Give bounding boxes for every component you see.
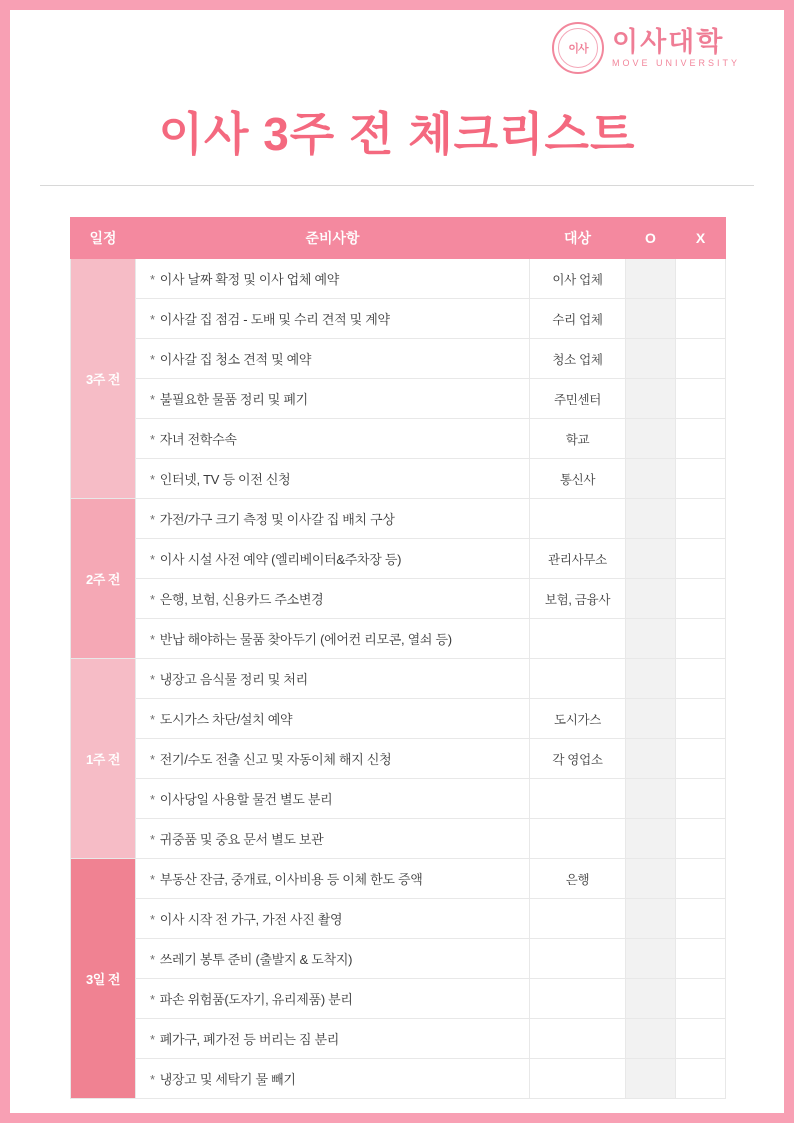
bullet-star-icon: *	[150, 712, 155, 727]
checklist-item-label: 냉장고 음식물 정리 및 처리	[159, 672, 308, 687]
checkbox-o-cell[interactable]	[626, 619, 676, 659]
checklist-item-label: 폐가구, 폐가전 등 버리는 짐 분리	[159, 1032, 339, 1047]
checkbox-x-cell[interactable]	[676, 819, 726, 859]
checkbox-x-cell[interactable]	[676, 1019, 726, 1059]
table-row	[71, 339, 726, 379]
bullet-star-icon: *	[150, 312, 155, 327]
checkbox-o-cell[interactable]	[626, 419, 676, 459]
bullet-star-icon: *	[150, 472, 155, 487]
checklist-item-label: 쓰레기 봉투 준비 (출발지 & 도착지)	[159, 952, 353, 967]
checkbox-o-cell[interactable]	[626, 499, 676, 539]
checkbox-x-cell[interactable]	[676, 299, 726, 339]
checklist-item-label: 이사갈 집 점검 - 도배 및 수리 견적 및 계약	[159, 312, 390, 327]
checklist-item-label: 자녀 전학수속	[159, 432, 237, 447]
checklist-item-cell	[136, 1059, 530, 1099]
target-cell	[530, 659, 626, 699]
bullet-star-icon: *	[150, 1072, 155, 1087]
table-row	[71, 499, 726, 539]
target-cell	[530, 779, 626, 819]
checklist-item-label: 이사 시작 전 가구, 가전 사진 촬영	[159, 912, 343, 927]
checkbox-o-cell[interactable]	[626, 1019, 676, 1059]
logo-mark-text: 이사	[568, 43, 588, 55]
checklist-item-cell	[136, 539, 530, 579]
checkbox-x-cell[interactable]	[676, 419, 726, 459]
checklist-item-cell	[136, 859, 530, 899]
table-header-row	[71, 218, 726, 259]
checklist-item-label: 도시가스 차단/설치 예약	[159, 712, 293, 727]
schedule-cell: 3주 전	[71, 259, 136, 499]
bullet-star-icon: *	[150, 1032, 155, 1047]
column-header-target: 대상	[530, 218, 626, 259]
checklist-item-label: 이사 날짜 확정 및 이사 업체 예약	[159, 272, 339, 287]
logo-name-kr: 이사대학	[611, 26, 725, 57]
checkbox-o-cell[interactable]	[626, 659, 676, 699]
logo	[552, 22, 740, 74]
table-row	[71, 859, 726, 899]
checkbox-o-cell[interactable]	[626, 779, 676, 819]
checklist-item-label: 반납 해야하는 물품 찾아두기 (에어컨 리모콘, 열쇠 등)	[159, 632, 452, 647]
checklist-item-cell	[136, 1019, 530, 1059]
schedule-cell: 1주 전	[71, 659, 136, 859]
target-cell	[530, 819, 626, 859]
bullet-star-icon: *	[150, 952, 155, 967]
table-row	[71, 779, 726, 819]
checklist-item-label: 이사 시설 사전 예약 (엘리베이터&주차장 등)	[159, 552, 402, 567]
bullet-star-icon: *	[150, 752, 155, 767]
target-cell	[530, 1059, 626, 1099]
checkbox-x-cell[interactable]	[676, 659, 726, 699]
checklist-item-cell	[136, 339, 530, 379]
target-cell: 보험, 금융사	[530, 579, 626, 619]
checkbox-o-cell[interactable]	[626, 699, 676, 739]
checkbox-o-cell[interactable]	[626, 859, 676, 899]
checklist-table	[70, 217, 726, 1099]
checklist-item-cell	[136, 659, 530, 699]
checklist-item-label: 이사당일 사용할 물건 별도 분리	[159, 792, 333, 807]
checkbox-o-cell[interactable]	[626, 339, 676, 379]
checkbox-x-cell[interactable]	[676, 1059, 726, 1099]
target-cell: 관리사무소	[530, 539, 626, 579]
bullet-star-icon: *	[150, 272, 155, 287]
checklist-item-label: 불필요한 물품 정리 및 폐기	[159, 392, 308, 407]
table-row	[71, 299, 726, 339]
bullet-star-icon: *	[150, 352, 155, 367]
checklist-item-label: 전기/수도 전출 신고 및 자동이체 해지 신청	[159, 752, 392, 767]
checkbox-o-cell[interactable]	[626, 579, 676, 619]
table-row	[71, 699, 726, 739]
table-row	[71, 539, 726, 579]
checklist-item-label: 가전/가구 크기 측정 및 이사갈 집 배치 구상	[159, 512, 395, 527]
target-cell: 이사 업체	[530, 259, 626, 299]
checklist-item-cell	[136, 979, 530, 1019]
logo-seal-icon	[552, 22, 604, 74]
column-header-item: 준비사항	[136, 218, 530, 259]
table-row	[71, 659, 726, 699]
checkbox-x-cell[interactable]	[676, 379, 726, 419]
checkbox-x-cell[interactable]	[676, 579, 726, 619]
table-row	[71, 1019, 726, 1059]
checkbox-x-cell[interactable]	[676, 619, 726, 659]
checkbox-o-cell[interactable]	[626, 819, 676, 859]
title-divider	[40, 185, 754, 186]
column-header-schedule: 일정	[71, 218, 136, 259]
bullet-star-icon: *	[150, 912, 155, 927]
target-cell: 학교	[530, 419, 626, 459]
bullet-star-icon: *	[150, 392, 155, 407]
checkbox-x-cell[interactable]	[676, 859, 726, 899]
target-cell: 통신사	[530, 459, 626, 499]
target-cell	[530, 939, 626, 979]
target-cell	[530, 899, 626, 939]
column-header-o: O	[626, 218, 676, 259]
checkbox-x-cell[interactable]	[676, 939, 726, 979]
checklist-item-cell	[136, 499, 530, 539]
bullet-star-icon: *	[150, 832, 155, 847]
checklist-item-label: 귀중품 및 중요 문서 별도 보관	[159, 832, 324, 847]
target-cell	[530, 979, 626, 1019]
checkbox-x-cell[interactable]	[676, 499, 726, 539]
schedule-cell: 3일 전	[71, 859, 136, 1099]
checklist-body	[71, 259, 726, 1099]
target-cell	[530, 499, 626, 539]
checklist-item-label: 이사갈 집 청소 견적 및 예약	[159, 352, 312, 367]
checklist-item-cell	[136, 419, 530, 459]
bullet-star-icon: *	[150, 632, 155, 647]
checklist-item-label: 파손 위험품(도자기, 유리제품) 분리	[159, 992, 353, 1007]
checkbox-o-cell[interactable]	[626, 899, 676, 939]
logo-text	[611, 26, 740, 68]
checklist-item-label: 냉장고 및 세탁기 물 빼기	[159, 1072, 296, 1087]
checkbox-o-cell[interactable]	[626, 1059, 676, 1099]
checklist-item-label: 부동산 잔금, 중개료, 이사비용 등 이체 한도 증액	[159, 872, 423, 887]
checkbox-o-cell[interactable]	[626, 299, 676, 339]
checkbox-x-cell[interactable]	[676, 979, 726, 1019]
logo-name-en: MOVE UNIVERSITY	[611, 57, 740, 68]
table-row	[71, 459, 726, 499]
checkbox-o-cell[interactable]	[626, 259, 676, 299]
column-header-x: X	[676, 218, 726, 259]
target-cell: 은행	[530, 859, 626, 899]
checkbox-x-cell[interactable]	[676, 899, 726, 939]
target-cell	[530, 619, 626, 659]
checklist-item-cell	[136, 779, 530, 819]
checklist-item-cell	[136, 819, 530, 859]
checkbox-x-cell[interactable]	[676, 699, 726, 739]
checkbox-o-cell[interactable]	[626, 459, 676, 499]
checklist-item-cell	[136, 739, 530, 779]
table-row	[71, 259, 726, 299]
table-row	[71, 939, 726, 979]
table-row	[71, 899, 726, 939]
table-row	[71, 819, 726, 859]
schedule-cell: 2주 전	[71, 499, 136, 659]
checklist-item-cell	[136, 939, 530, 979]
bullet-star-icon: *	[150, 512, 155, 527]
checklist-item-cell	[136, 379, 530, 419]
checklist-item-cell	[136, 259, 530, 299]
checkbox-x-cell[interactable]	[676, 739, 726, 779]
target-cell	[530, 1019, 626, 1059]
target-cell: 청소 업체	[530, 339, 626, 379]
checkbox-x-cell[interactable]	[676, 539, 726, 579]
checkbox-o-cell[interactable]	[626, 379, 676, 419]
table-row	[71, 379, 726, 419]
checkbox-x-cell[interactable]	[676, 459, 726, 499]
checklist-item-label: 은행, 보험, 신용카드 주소변경	[159, 592, 324, 607]
checklist-item-cell	[136, 619, 530, 659]
bullet-star-icon: *	[150, 872, 155, 887]
bullet-star-icon: *	[150, 592, 155, 607]
target-cell: 도시가스	[530, 699, 626, 739]
checklist-item-cell	[136, 299, 530, 339]
checkbox-x-cell[interactable]	[676, 339, 726, 379]
checklist-item-cell	[136, 899, 530, 939]
checkbox-o-cell[interactable]	[626, 539, 676, 579]
checkbox-o-cell[interactable]	[626, 979, 676, 1019]
bullet-star-icon: *	[150, 992, 155, 1007]
bullet-star-icon: *	[150, 792, 155, 807]
target-cell: 주민센터	[530, 379, 626, 419]
checklist-item-cell	[136, 459, 530, 499]
table-row	[71, 739, 726, 779]
table-row	[71, 1059, 726, 1099]
checklist-item-label: 인터넷, TV 등 이전 신청	[159, 472, 291, 487]
bullet-star-icon: *	[150, 672, 155, 687]
table-row	[71, 979, 726, 1019]
checklist-item-cell	[136, 699, 530, 739]
checklist-table-wrapper	[70, 217, 725, 1099]
document-page	[10, 10, 784, 1113]
checklist-item-cell	[136, 579, 530, 619]
checkbox-o-cell[interactable]	[626, 939, 676, 979]
page-title: 이사 3주 전 체크리스트	[158, 108, 636, 160]
table-row	[71, 579, 726, 619]
target-cell: 수리 업체	[530, 299, 626, 339]
checkbox-x-cell[interactable]	[676, 259, 726, 299]
checkbox-o-cell[interactable]	[626, 739, 676, 779]
target-cell: 각 영업소	[530, 739, 626, 779]
checkbox-x-cell[interactable]	[676, 779, 726, 819]
table-row	[71, 619, 726, 659]
bullet-star-icon: *	[150, 552, 155, 567]
table-row	[71, 419, 726, 459]
bullet-star-icon: *	[150, 432, 155, 447]
